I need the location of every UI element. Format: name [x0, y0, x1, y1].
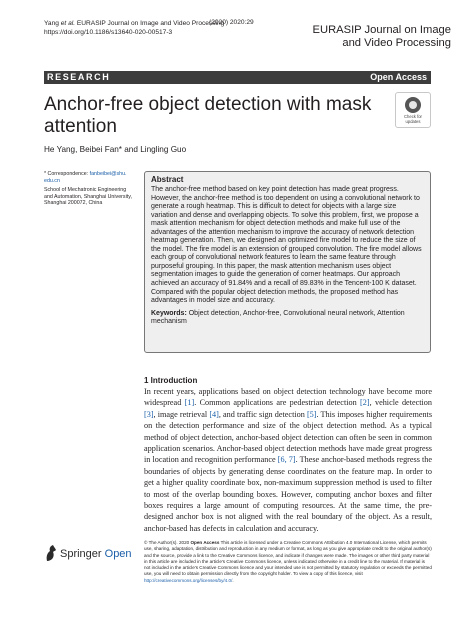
license-text: © The Author(s). 2020 Open Access This article is licensed under a Creative Commons Attribution 4.0 International License, which permits use, sharing, adaptation, distribution and reproduction in any medium or format, as long as you give appropriate credit to the original author(s) and the source, provide a link to the Creative Commons licence, and indicate if changes were made. The images or other third party material in this article are included in the article's Creative Commons licence, unless indicated otherwise in a credit line to the material. If material is not included in the article's Creative Commons licence and your intended use is not permitted by statutory regulation or exceeds the permitted use, you will need to obtain permission directly from the copyright holder. To view a copy of this licence, visit http://creativecommons.org/licenses/by/4.0/. — [144, 540, 432, 583]
citation-link[interactable]: [1] — [184, 398, 195, 408]
header-doi[interactable]: https://doi.org/10.1186/s13640-020-00517-3 — [44, 29, 173, 36]
affiliation: School of Mechatronic Engineering and Automation, Shanghai University, Shanghai 200072, China — [44, 187, 132, 207]
check-updates-icon — [405, 97, 421, 113]
abstract-heading: Abstract — [151, 175, 184, 184]
license-link[interactable]: http://creativecommons.org/licenses/by/4.0/ — [144, 577, 233, 583]
citation-link[interactable]: [3] — [144, 409, 154, 419]
citation-link[interactable]: [2] — [360, 398, 370, 408]
running-header — [44, 19, 224, 37]
citation-link[interactable]: [6, 7] — [277, 455, 296, 465]
section-heading-introduction: 1 Introduction — [144, 376, 198, 385]
header-citation: Yang et al. EURASIP Journal on Image and Video Processing — [44, 20, 225, 27]
springer-horse-icon — [44, 543, 58, 563]
correspondence-block: * Correspondence: fanbeibei@shu. edu.cn School of Mechatronic Engineering and Automation, Shanghai University, Shanghai 200072, China — [44, 171, 134, 207]
journal-name: EURASIP Journal on Image and Video Processing — [312, 24, 451, 49]
article-type-label: RESEARCH — [47, 72, 111, 82]
correspondence-email-cont[interactable]: edu.cn — [44, 177, 60, 184]
header-date: (2020) 2020:29 — [209, 19, 254, 26]
keywords: Keywords: Object detection, Anchor-free, Convolutional neural network, Attention mechanism — [151, 309, 405, 326]
citation-link[interactable]: [4] — [209, 409, 219, 419]
check-for-updates-badge[interactable]: Check for updates — [395, 92, 431, 128]
author-list: He Yang, Beibei Fan* and Lingling Guo — [44, 145, 187, 154]
springer-open-wordmark: Springer Open — [60, 548, 132, 560]
open-access-label: Open Access — [370, 72, 427, 82]
abstract-text: The anchor-free method based on key point detection has made great progress. However, the anchor-free method is too dependent on using a convolutional network to generate a rough heatmap. This is difficult to detect for objects with a large size variation and dense and overlapping objects. To solve this problem, first, we propose a mask attention mechanism for object detection methods and make full use of the advantages of the attention mechanism to improve the accuracy of network detection heatmap generation. Then, we designed an optimized fire model to reduce the size of the model. The fire model is an extension of grouped convolution. The fire model allows each group of convolutional network features to learn the same feature through purposeful grouping. In this paper, the mask attention mechanism uses object segmentation images to guide the generation of corner heatmaps. Our approach achieved an accuracy of 91.84% and a recall of 89.83% in the Tencent-100 K dataset. Compared with the popular object detection methods, the proposed method has advantages in model size and accuracy. — [151, 186, 422, 305]
article-title: Anchor-free object detection with mask attention — [44, 94, 372, 137]
citation-link[interactable]: [5] — [306, 409, 317, 419]
correspondence-email[interactable]: fanbeibei@shu. — [89, 171, 127, 177]
springer-open-logo — [44, 543, 136, 565]
abstract-box — [144, 171, 431, 353]
introduction-paragraph: In recent years, applications based on object detection technology have become more widespread [1]. Common applications are pedestrian detection [2], vehicle detection [3], image retrieval [4], and traffic sign detection [5]. This imposes higher requirements on the detection performance and size of the object detection method. As a typical method of object detection, anchor-based object detection can often be seen in common application scenarios. Anchor-based object detection methods have made great progress in location and recognition performance [6, 7]. These anchor-based methods regress the boundaries of objects by generating dense coordinates on the feature map. In order to get a higher quality coordinate box, non-maximum suppression method is used to filter to most of the overlap bounding boxes. However, computing anchor boxes and filter boxes requires a large amount of computing resources. At the same time, the pre-designed anchor box is not aligned with the real boundary of the object. As a result, anchor-based has defects in calculation and accuracy. — [144, 387, 433, 533]
article-type-bar — [44, 71, 431, 84]
